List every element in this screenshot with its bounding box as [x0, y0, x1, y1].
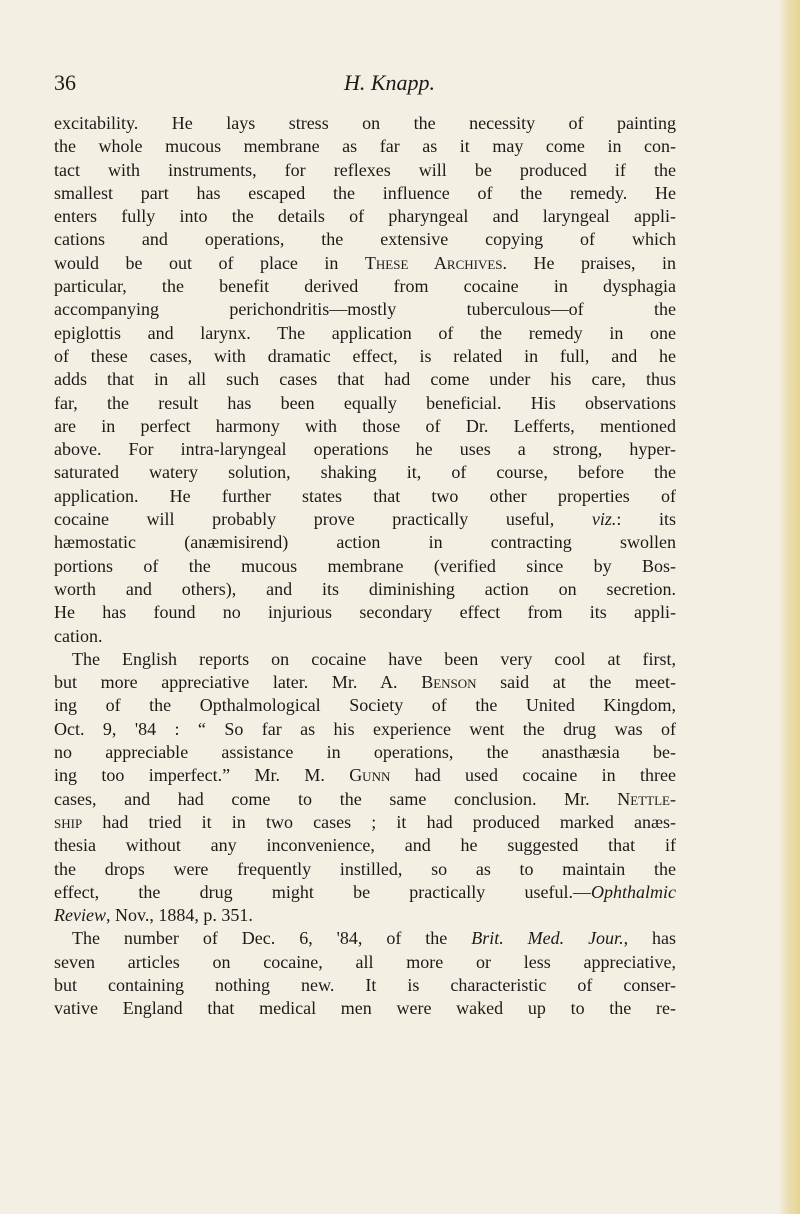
- text-line: thesia without any inconvenience, and he suggested that if: [54, 835, 676, 856]
- journal-name: Review: [54, 905, 106, 926]
- text-line: smallest part has escaped the influence of the remedy. He: [54, 182, 676, 203]
- paragraph-start-line: The number of Dec. 6, '84, of the Brit. Med. Jour., has: [72, 928, 677, 949]
- text-line: effect, the drug might be practically useful.—Ophthalmic: [54, 881, 676, 902]
- text-line: saturated watery solution, shaking it, of course, before the: [54, 462, 676, 483]
- text-line: particular, the benefit derived from cocaine in dysphagia: [54, 276, 676, 297]
- person-name: Nettle-: [617, 788, 676, 809]
- journal-name: These Archives: [364, 252, 503, 273]
- text-line: hæmostatic (anæmisirend) action in contracting swollen: [54, 532, 676, 553]
- journal-name: Ophthalmic: [591, 881, 676, 902]
- text-line: adds that in all such cases that had come under his care, thus: [54, 369, 676, 390]
- text-line: no appreciable assistance in operations, the anasthæsia be-: [54, 742, 676, 763]
- text-line: accompanying perichondritis—mostly tuberculous—of the: [54, 299, 676, 320]
- text-line: but more appreciative later. Mr. A. Benson said at the meet-: [54, 672, 677, 693]
- text-line: vative England that medical men were waked up to the re-: [54, 998, 676, 1019]
- text-line: application. He further states that two other properties of: [54, 485, 676, 506]
- text-line: He has found no injurious secondary effect from its appli-: [54, 602, 676, 623]
- text-line: far, the result has been equally beneficial. His observations: [54, 392, 676, 413]
- text-line: seven articles on cocaine, all more or less appreciative,: [54, 951, 676, 972]
- running-head: H. Knapp.: [344, 70, 436, 95]
- text-line: ing too imperfect.” Mr. M. Gunn had used cocaine in three: [54, 765, 676, 786]
- text-line: the whole mucous membrane as far as it may come in con-: [54, 136, 676, 157]
- person-name: ship: [54, 811, 83, 832]
- text-line: of these cases, with dramatic effect, is related in full, and he: [54, 345, 676, 366]
- text-line: cocaine will probably prove practically useful, viz.: its: [54, 509, 677, 530]
- page-number: 36: [54, 70, 76, 95]
- text-line: portions of the mucous membrane (verified since by Bos-: [54, 555, 676, 576]
- text-line: cations and operations, the extensive copying of which: [54, 229, 676, 250]
- text-line: enters fully into the details of pharyngeal and laryngeal appli-: [54, 206, 676, 227]
- text-line: the drops were frequently instilled, so as to maintain the: [54, 858, 676, 879]
- text-line: ship had tried it in two cases ; it had produced marked anæs-: [54, 811, 676, 832]
- body-text: [54, 112, 676, 1021]
- text-line: epiglottis and larynx. The application of the remedy in one: [54, 322, 676, 343]
- page-header: [54, 70, 654, 100]
- text-line: excitability. He lays stress on the necessity of painting: [54, 113, 676, 133]
- text-line: are in perfect harmony with those of Dr. Lefferts, mentioned: [54, 415, 676, 436]
- text-line: Oct. 9, '84 : “ So far as his experience went the drug was of: [54, 718, 676, 739]
- text-line: Review, Nov., 1884, p. 351.: [54, 905, 253, 926]
- text-line: but containing nothing new. It is characteristic of conser-: [54, 974, 676, 995]
- text-line: ing of the Opthalmological Society of the United Kingdom,: [54, 695, 676, 716]
- text-line: cases, and had come to the same conclusion. Mr. Nettle-: [54, 788, 676, 809]
- text-line: tact with instruments, for reflexes will be produced if the: [54, 159, 676, 180]
- text-line: worth and others), and its diminishing action on secretion.: [54, 578, 676, 599]
- journal-name: Brit. Med. Jour.: [471, 928, 624, 949]
- person-name: Benson: [421, 672, 477, 693]
- text-line: would be out of place in These Archives. He praises, in: [54, 252, 676, 273]
- text-line: cation.: [54, 625, 103, 646]
- text-line: above. For intra-laryngeal operations he uses a strong, hyper-: [54, 439, 676, 460]
- person-name: Gunn: [349, 765, 391, 786]
- page-edge-shading: [778, 0, 800, 1214]
- paragraph-start-line: The English reports on cocaine have been very cool at first,: [72, 648, 676, 669]
